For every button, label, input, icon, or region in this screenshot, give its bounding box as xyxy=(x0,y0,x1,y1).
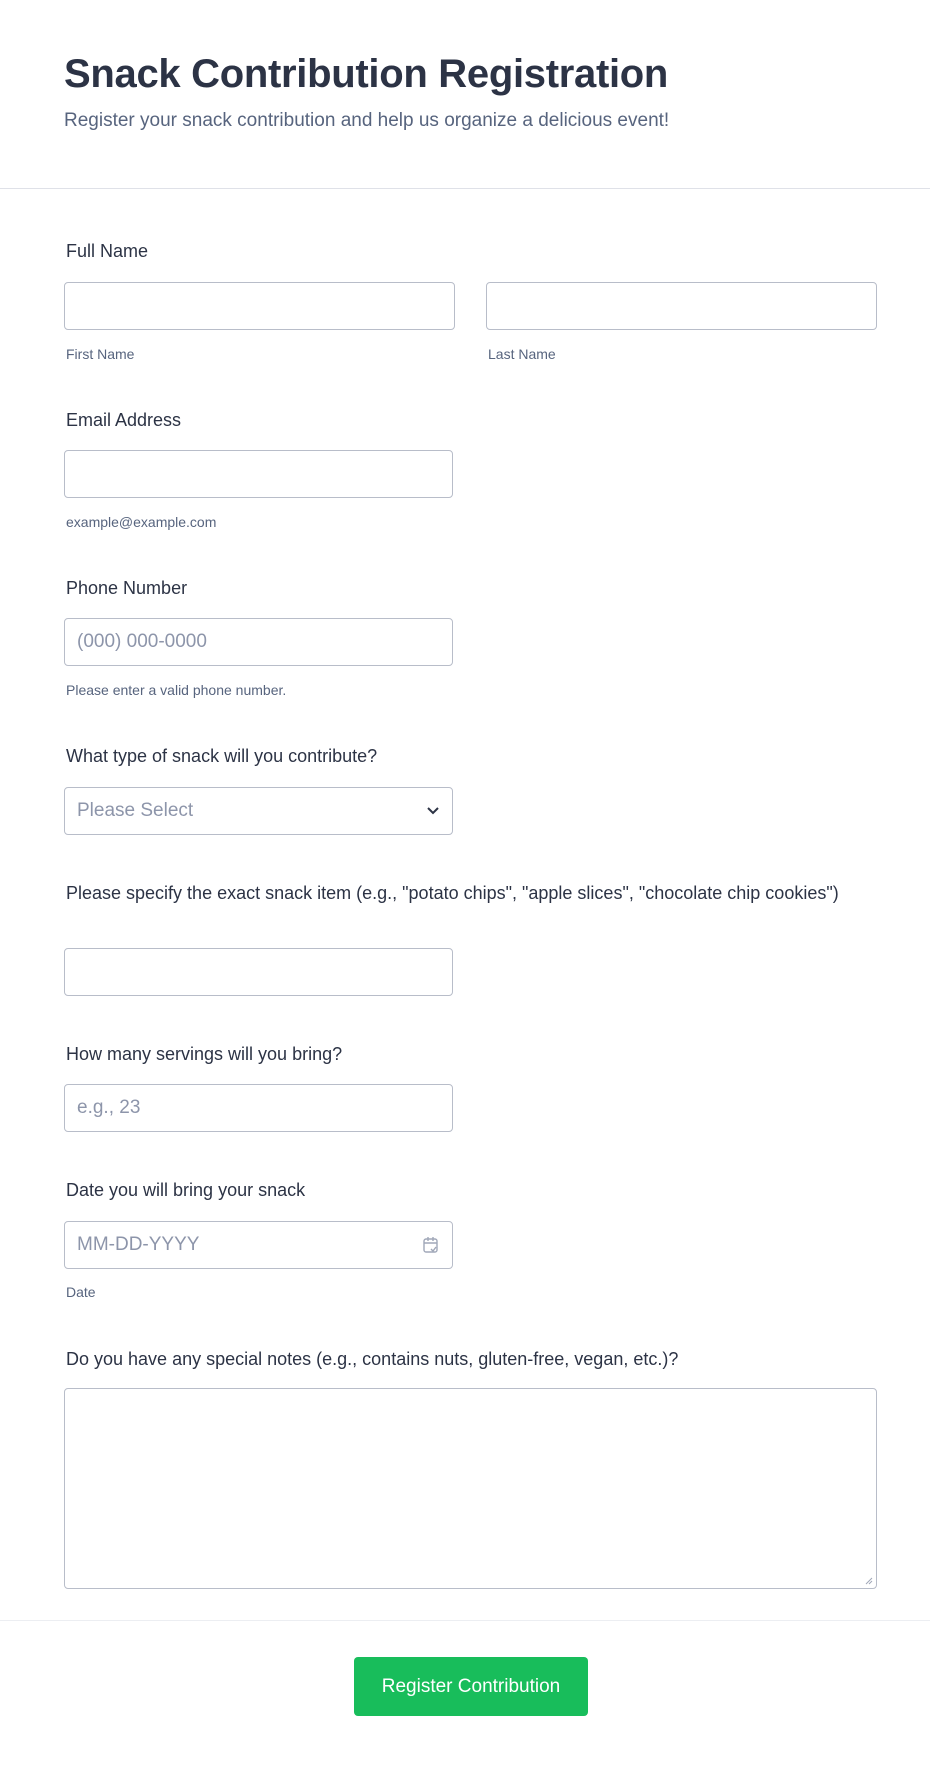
date-label: Date you will bring your snack xyxy=(66,1180,306,1200)
snack-item-input[interactable] xyxy=(64,948,453,996)
page-title: Snack Contribution Registration xyxy=(64,52,669,96)
email-label: Email Address xyxy=(66,410,182,430)
register-contribution-button[interactable]: Register Contribution xyxy=(354,1657,588,1716)
calendar-icon[interactable] xyxy=(422,1236,440,1254)
email-sublabel: example@example.com xyxy=(66,514,217,530)
chevron-down-icon xyxy=(426,806,440,816)
phone-input[interactable] xyxy=(64,618,453,666)
phone-placeholder: (000) 000-0000 xyxy=(77,631,207,652)
last-name-input[interactable] xyxy=(486,282,877,330)
snack-type-select[interactable] xyxy=(64,787,453,835)
page-subtitle: Register your snack contribution and help us organize a delicious event! xyxy=(64,110,670,131)
last-name-sublabel: Last Name xyxy=(488,346,556,362)
notes-label: Do you have any special notes (e.g., contains nuts, gluten-free, vegan, etc.)? xyxy=(66,1349,679,1369)
snack-type-selected: Please Select xyxy=(77,800,194,821)
first-name-sublabel: First Name xyxy=(66,346,135,362)
date-input[interactable] xyxy=(64,1221,453,1269)
phone-sublabel: Please enter a valid phone number. xyxy=(66,682,287,698)
snack-item-label: Please specify the exact snack item (e.g., "potato chips", "apple slices", "chocolate chip cookies") xyxy=(66,883,839,903)
full-name-label: Full Name xyxy=(66,241,149,261)
servings-label: How many servings will you bring? xyxy=(66,1044,343,1064)
header-divider xyxy=(0,188,930,189)
email-input[interactable] xyxy=(64,450,453,498)
snack-type-label: What type of snack will you contribute? xyxy=(66,746,378,766)
servings-placeholder: e.g., 23 xyxy=(77,1097,141,1118)
notes-textarea[interactable] xyxy=(64,1388,877,1589)
footer-divider xyxy=(0,1620,930,1621)
servings-input[interactable] xyxy=(64,1084,453,1132)
first-name-input[interactable] xyxy=(64,282,455,330)
resize-handle-icon[interactable] xyxy=(863,1575,873,1585)
phone-label: Phone Number xyxy=(66,578,188,598)
date-sublabel: Date xyxy=(66,1284,96,1300)
date-placeholder: MM-DD-YYYY xyxy=(77,1234,200,1255)
